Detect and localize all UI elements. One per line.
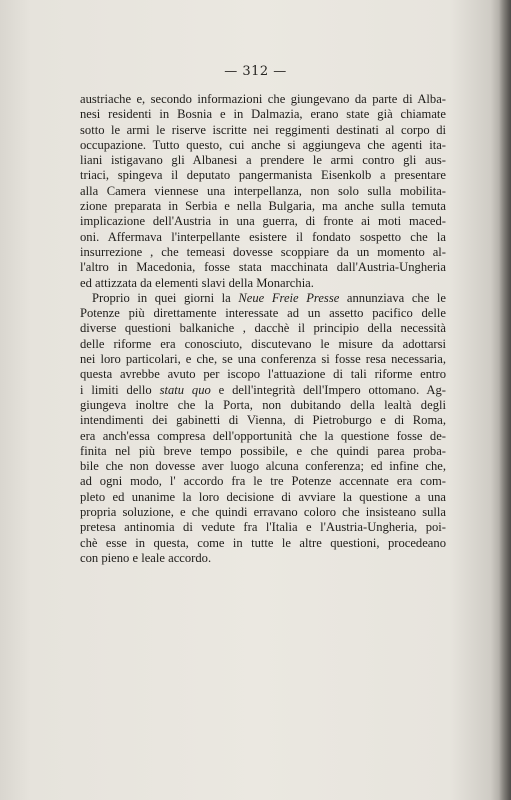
paragraph-1 [80, 92, 446, 291]
text-line: sotto le armi le riserve iscritte nei reggimenti destinati al corpo di [80, 122, 446, 137]
text-line: bile che non dovesse aver luogo alcuna conferenza; ed infine che, [80, 459, 446, 474]
text-line: diverse questioni balkaniche , dacchè il principio della necessità [80, 321, 446, 336]
text-line: Potenze più direttamente interessate ad un assetto pacifico delle [80, 306, 446, 321]
text-line: triaci, spingeva il deputato pangermanista Eisenkolb a presentare [80, 168, 446, 183]
page-edge-shadow [499, 0, 511, 800]
text-line: ad ogni modo, l' accordo fra le tre Potenze accennate era com- [80, 474, 446, 489]
text-line: liani istigavano gli Albanesi a prendere le armi contro gli aus- [80, 153, 446, 168]
text-line: implicazione dell'Austria in una guerra, di fronte ai moti maced- [80, 214, 446, 229]
body-text [80, 92, 446, 566]
text-line: propria soluzione, e che quindi erravano coloro che insisteano sulla [80, 505, 446, 520]
italic-term: Neue Freie Presse [238, 290, 340, 305]
text-line: era anch'essa compresa dell'opportunità che la questione fosse de- [80, 428, 446, 443]
text-line: con pieno e leale accordo. [80, 550, 212, 565]
text-line: questa avrebbe avuto per iscopo l'attuazione di tali riforme entro [80, 367, 446, 382]
text-line: insurrezione , che temeasi dovesse scoppiare da un momento al- [80, 244, 446, 259]
paragraph-2 [80, 291, 446, 566]
text-line: intendimenti dei gabinetti di Vienna, di Pietroburgo e di Roma, [80, 413, 446, 428]
text-line: finita nel più breve tempo possibile, e che quindi parea proba- [80, 443, 446, 458]
text-line: Proprio in quei giorni la Neue Freie Presse annunziava che le [92, 290, 446, 305]
italic-term: statu quo [159, 382, 211, 397]
page-number: — 312 — [224, 64, 287, 79]
text-line: giungeva inoltre che la Porta, non dubitando della lealtà degli [80, 397, 446, 412]
text-line: pretesa antinomia di vedute fra l'Italia e l'Austria-Ungheria, poi- [80, 520, 446, 535]
text-line: i limiti dello statu quo e dell'integrità dell'Impero ottomano. Ag- [80, 382, 446, 397]
text-line: alla Camera viennese una interpellanza, non solo sulla mobilita- [80, 183, 446, 198]
text-line: ed attizzata da elementi slavi della Monarchia. [80, 275, 314, 290]
text-line: delle riforme era conosciuto, discutevano le misure da adottarsi [80, 336, 446, 351]
text-line: nei loro particolari, e che, se una conferenza si fosse resa necessaria, [80, 352, 446, 367]
text-line: austriache e, secondo informazioni che giungevano da parte di Alba- [80, 92, 446, 106]
text-line: pleto ed unanime la loro decisione di avviare la questione a una [80, 489, 446, 504]
text-line: zione preparata in Serbia e nella Bulgaria, ma anche sulla temuta [80, 199, 446, 214]
text-line: oni. Affermava l'interpellante esistere il fondato sospetto che la [80, 229, 446, 244]
text-line: nesi residenti in Bosnia e in Dalmazia, erano state già chiamate [80, 107, 446, 122]
text-line: l'altro in Macedonia, fosse stata macchinata dall'Austria-Ungheria [80, 260, 446, 275]
text-line: occupazione. Tutto questo, cui anche si aggiungeva che agenti ita- [80, 137, 446, 152]
text-line: chè esse in questa, come in tutte le altre questioni, procedeano [80, 535, 446, 550]
